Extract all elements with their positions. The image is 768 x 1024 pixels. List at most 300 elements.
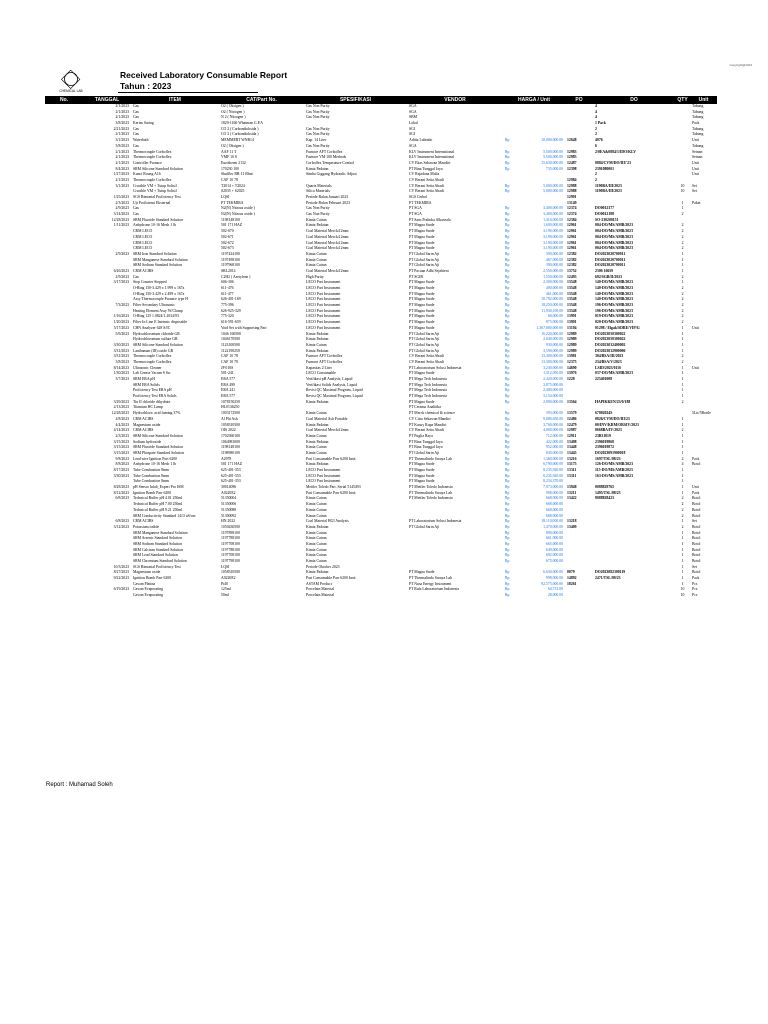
cell-spesifikasi: Kimia Padatan <box>306 422 329 427</box>
cell-cat-part-no: 611-477 <box>221 291 234 296</box>
cell-qty: 1 <box>681 416 684 421</box>
header-vendor: VENDOR <box>407 96 503 104</box>
cell-currency: Rp <box>505 223 510 228</box>
cell-item: Thermocouple Corboflex <box>133 155 172 160</box>
cell-tanggal: 2/1/2023 <box>115 160 129 165</box>
cell-tanggal: 3/31/2023 <box>113 354 129 359</box>
cell-cat-part-no: 1702360100 <box>221 433 240 438</box>
cell-item: Proficiency Test ERA pH <box>133 388 172 393</box>
cell-item: SRM Calcium Standard Solution <box>133 547 184 552</box>
cell-harga: 3,154,000.00 <box>543 394 564 399</box>
cell-vendor: CV Berani Seiia Abadi <box>409 359 444 364</box>
cell-po: 13194 <box>567 325 577 330</box>
cell-cat-part-no: 611-476 <box>221 286 234 290</box>
cell-vendor: PT Bina Tunggal Jaya <box>409 166 443 171</box>
cell-tanggal: 9/8/2023 <box>115 456 129 461</box>
cell-do: 2471/TSL/09/23 <box>595 576 621 581</box>
cell-tanggal: 3/31/2023 <box>113 348 129 353</box>
cell-currency: Rp <box>505 473 510 478</box>
cell-currency: Rp <box>505 189 510 194</box>
cell-item: Gas <box>133 104 139 108</box>
cell-po: 13981 <box>567 354 577 359</box>
cell-do: 115-DO/MS/AMB/2023 <box>595 468 633 472</box>
cell-qty: 1 <box>681 348 684 353</box>
cell-spesifikasi: Furnace AFT Corboflex <box>306 149 343 154</box>
cell-currency: Rp <box>505 411 510 416</box>
cell-harga: 28,000.00 <box>547 593 564 598</box>
cell-cat-part-no: 1198148100 <box>221 217 240 222</box>
cell-cat-part-no: 1197898100 <box>221 530 240 535</box>
cell-currency: Rp <box>505 524 510 529</box>
cell-harga: 1,367,000,000.00 <box>536 325 564 330</box>
cell-qty: 1 <box>681 268 684 273</box>
cell-item: Tin II chloride dihydrate <box>133 399 171 404</box>
cell-po: 12374 <box>567 212 577 217</box>
cell-harga: 6,790,000.00 <box>543 462 564 467</box>
cell-do: 140-DO/MS/AMB/2023 <box>595 280 633 285</box>
cell-cat-part-no: LQSI <box>221 564 230 569</box>
cell-vendor: PT Global Sarin Aji <box>409 251 440 256</box>
cell-spesifikasi: Kimia Padatan <box>306 223 329 228</box>
cell-qty: 1 <box>681 479 684 484</box>
cell-qty: 1 <box>681 536 684 541</box>
cell-item: Controller Furnace <box>133 160 162 165</box>
cell-spesifikasi: LECO Part Instrument <box>306 320 341 325</box>
cell-tanggal: 3/17/2023 <box>113 280 129 285</box>
cell-item: Kunci Roung A16 <box>133 172 161 177</box>
cell-currency: Rp <box>505 399 510 404</box>
cell-spesifikasi: Gas Non Purity <box>306 212 330 217</box>
cell-tanggal: 8/27/2023 <box>113 570 129 575</box>
cell-cat-part-no: 616-591-659 <box>221 320 241 325</box>
cell-do: DO2023020700011 <box>595 263 626 268</box>
cell-qty: 1 <box>681 468 684 472</box>
cell-qty: 1 <box>681 490 684 495</box>
cell-qty: 2 <box>681 502 684 507</box>
cell-spesifikasi: Kimia Cairan <box>306 536 327 541</box>
cell-unit: Pcs <box>692 593 698 598</box>
cell-vendor: PT Merck chemical & science <box>409 411 455 416</box>
cell-po: 13448 <box>567 445 577 450</box>
cell-po: 0079 <box>567 570 575 575</box>
cell-item: Uji Profisiensi Eksternal <box>133 200 171 205</box>
cell-item: Hydrochloronium sulfate GR <box>133 337 178 342</box>
cell-harga: 64,713.00 <box>547 587 564 592</box>
cell-currency: Rp <box>505 342 510 347</box>
cell-cat-part-no: SRL2014 <box>221 268 236 273</box>
cell-unit: Set <box>692 189 697 194</box>
cell-item: Technical Buffer pH 4.01 250ml <box>133 496 183 501</box>
cell-qty: 1 <box>681 251 684 256</box>
cell-item: Filter Secondary Ultrasonic <box>133 303 175 308</box>
cell-cat-part-no: O2 ( Oksigen ) <box>221 104 244 108</box>
cell-po: 13175 <box>567 462 577 467</box>
cell-vendor: PT Global Sarin Aji <box>409 348 440 353</box>
cell-item: SRM Silicone Standard Solution <box>133 342 183 347</box>
cell-currency: Rp <box>505 371 510 376</box>
cell-harga: 668,000.00 <box>545 502 564 507</box>
cell-spesifikasi: Kimia Cairan <box>306 547 327 552</box>
cell-do: 004-DO/MS/AMB/2023 <box>595 240 633 245</box>
cell-tanggal: 3/29/2023 <box>113 399 129 404</box>
cell-cat-part-no: 1197424100 <box>221 251 240 256</box>
cell-do: 4 <box>595 104 597 108</box>
header-do: DO <box>593 96 675 104</box>
cell-spesifikasi: Kimia Cairan <box>306 263 327 268</box>
cell-harga: 10,792,000.00 <box>541 297 564 302</box>
cell-tanggal: 8/8/2023 <box>115 462 129 467</box>
cell-po: 12961 <box>567 240 577 245</box>
cell-item: Anhydrone 10-16 Mesh 1 lb <box>133 462 177 467</box>
cell-vendor <box>407 593 503 599</box>
cell-do: 4 <box>595 115 597 120</box>
cell-do: DO0012377 <box>595 206 615 211</box>
cell-currency: Rp <box>505 160 510 165</box>
cell-cat-part-no: 1198148100 <box>221 445 240 450</box>
consumable-table <box>45 96 717 599</box>
cell-harga: 1,550,000.00 <box>543 274 564 279</box>
cell-qty: 1 <box>681 206 684 211</box>
cell-do: 1190BA/III/2023 <box>595 189 622 194</box>
cell-currency: Rp <box>505 234 510 239</box>
cell-spesifikasi: Corboflex Temperature Control <box>306 160 354 165</box>
cell-item: Ignition Bomb Parr 6200 <box>133 576 172 581</box>
cell-spesifikasi: Coal Material HGI Analysis <box>306 519 349 524</box>
cell-po: 12382 <box>567 263 577 268</box>
cell-spesifikasi: Kimia Padatan <box>306 348 329 353</box>
cell-spesifikasi: Furnace AFT Corboflex <box>306 354 343 359</box>
cell-vendor: PT Magna Sarde <box>409 462 435 467</box>
cell-spesifikasi: Coal Material Merck4 2mm <box>306 240 349 245</box>
cell-vendor: PT SGA <box>409 212 422 217</box>
cell-po: 13218 <box>567 519 577 524</box>
cell-tanggal: 2/1/2023 <box>115 109 129 114</box>
cell-po: 12961 <box>567 229 577 234</box>
cell-spesifikasi: Coal Material Merck4 2mm <box>306 428 349 433</box>
cell-cat-part-no: 1197788100 <box>221 547 240 552</box>
cell-po: 12398 <box>567 166 577 171</box>
cell-po: 13445 <box>567 450 577 455</box>
cell-qty: 2 <box>681 297 684 302</box>
cell-do: 2 <box>595 177 597 182</box>
cell-currency: Rp <box>505 206 510 211</box>
cell-cat-part-no: 1123100500 <box>221 342 240 347</box>
cell-cat-part-no: 1064981000 <box>221 439 240 444</box>
cell-qty: 1 <box>681 342 684 347</box>
cell-item: Gas <box>133 212 139 217</box>
cell-spesifikasi: Mettler Toledo Part, Serial 5145493 <box>306 485 361 490</box>
cell-po: 12961 <box>567 223 577 228</box>
cell-do: 23B31019 <box>595 433 611 438</box>
cell-spesifikasi: Kimia Cairan <box>306 507 327 512</box>
cell-harga: 712,000.00 <box>545 433 564 438</box>
cell-spesifikasi: Periode Oktober 2023 <box>306 564 340 569</box>
cell-cat-part-no: CO 2 ( Carbondioksida ) <box>221 132 259 137</box>
cell-cat-part-no: 125ml <box>221 587 231 592</box>
cell-harga: 13,300,000.00 <box>541 359 564 364</box>
cell-cat-part-no: AAF 11 T <box>221 149 237 154</box>
cell-unit: Botol <box>692 507 701 512</box>
cell-currency: Rp <box>505 166 510 171</box>
cell-vendor: SGA <box>409 104 417 108</box>
cell-cat-part-no: CAF 10 78 <box>221 354 238 359</box>
cell-item: Tube Combustion 8mm <box>133 473 169 478</box>
cell-vendor: PT Magna Sarde <box>409 280 435 285</box>
cell-cat-part-no: 1046 160500 <box>221 331 241 336</box>
cell-item: Filter In Line E Intrinsic disposable <box>133 320 188 325</box>
cell-item: Thermocouple Corboflex <box>133 354 172 359</box>
cell-vendor: PT Magna Sarde <box>409 399 435 404</box>
cell-do: 163-DO/MS/AMB/2023 <box>595 473 633 478</box>
cell-cat-part-no: JP 010S <box>221 365 234 370</box>
cell-harga: 18,110,000.00 <box>541 519 564 524</box>
cell-qty: 2 <box>681 303 684 308</box>
cell-item: SRM Lead Standard Solution <box>133 553 178 558</box>
cell-harga: 9,080,650.00 <box>543 416 564 421</box>
cell-cat-part-no: Pt40 <box>221 581 228 586</box>
cell-qty: 2 <box>681 229 684 234</box>
cell-po: 12989 <box>567 342 577 347</box>
cell-vendor: SGI <box>409 126 416 131</box>
cell-harga: 1,690,000.00 <box>543 223 564 228</box>
cell-item: Tube Combustion 8mm <box>133 468 169 472</box>
cell-item: Kertas Saring <box>133 121 154 126</box>
cell-item: O-Ring 150-3.429 x 1.999 x 167a <box>133 286 185 290</box>
cell-vendor: PT Mega Tech Indonesia <box>409 388 447 393</box>
cell-vendor: PT Global Sarin Aji <box>409 337 440 342</box>
cell-item: SRM Manganese Standard Solution <box>133 257 188 262</box>
cell-tanggal: 1/25/2023 <box>113 195 129 199</box>
cell-currency: Rp <box>505 314 510 319</box>
cell-do: 140-DO/MS/AMB/2023 <box>595 297 633 302</box>
cell-currency: Rp <box>505 337 510 342</box>
cell-po: 12911 <box>567 433 577 438</box>
table-header-row <box>45 96 717 104</box>
cell-tanggal: 2/9/2023 <box>115 251 129 256</box>
cell-do: 4 <box>595 109 597 114</box>
cell-harga: 675,000.00 <box>545 559 564 563</box>
cell-po: 12374 <box>567 206 577 211</box>
cell-cat-part-no: 1820-1166 Whatman G.P.A <box>221 121 263 126</box>
cell-do: DO2023050300022 <box>595 331 626 336</box>
cell-qty: 2 <box>681 456 684 461</box>
cell-cat-part-no: ERA 499 <box>221 382 236 387</box>
cell-vendor: CV Berani Seiia Abadi <box>409 189 444 194</box>
cell-currency: Rp <box>505 286 510 290</box>
cell-item: Ignition Bomb Parr 6200 <box>133 490 172 495</box>
cell-qty: 1 <box>681 559 684 563</box>
cell-unit: Tabung <box>692 115 704 120</box>
cell-cat-part-no: CAF 10 78 <box>221 359 238 364</box>
cell-cat-part-no: 1197798100 <box>221 559 240 563</box>
cell-item: SRM Arsenic Standard Solution <box>133 536 182 541</box>
cell-qty: 10 <box>680 183 685 188</box>
cell-currency: Rp <box>505 388 510 393</box>
cell-tanggal: 12/28/2023 <box>111 411 129 416</box>
cell-cat-part-no: 30014096 <box>221 485 237 490</box>
cell-spesifikasi: Kimia Padatan <box>306 331 329 336</box>
cell-spesifikasi: Periode Bulan Januari 2023 <box>306 195 349 199</box>
cell-currency: Rp <box>505 217 510 222</box>
cell-unit: Unit <box>692 160 699 165</box>
cell-item: Anhydrone 10-16 Mesh 1 lb <box>133 223 177 228</box>
cell-do: 020-DO/MS/AMB/2023 <box>595 320 633 325</box>
cell-spesifikasi: Part Consumable Parr 6200 Insit <box>306 490 356 495</box>
cell-item: Stop Counter Stopped <box>133 280 167 285</box>
cell-tanggal: 3/15/2023 <box>113 445 129 450</box>
cell-harga: 2,400,000.00 <box>543 388 564 393</box>
cell-currency: Rp <box>505 263 510 268</box>
cell-cat-part-no: HN 2022 <box>221 519 236 524</box>
cell-do: 2306 16659 <box>595 268 614 273</box>
cell-tanggal: 2/9/2023 <box>115 274 129 279</box>
cell-cat-part-no: A0220E2 <box>221 490 236 495</box>
cell-unit: Botol <box>692 536 701 541</box>
cell-vendor: CV Berani Seiia Abadi <box>409 177 444 182</box>
cell-do: 0826/CVM/DO/III/23 <box>595 416 630 421</box>
cell-qty: 2 <box>681 246 684 251</box>
cell-qty: 1 <box>681 365 684 370</box>
cell-vendor: PT Magna Sarde <box>409 246 435 251</box>
cell-unit: Tabung <box>692 109 704 114</box>
cell-qty: 1 <box>681 576 684 581</box>
cell-po: 12987 <box>567 428 577 433</box>
cell-spesifikasi: Coal Material Ash Portable <box>306 416 348 421</box>
cell-qty: 2 <box>681 212 684 217</box>
cell-do: 2391080001 <box>595 166 614 171</box>
cell-po: 13548 <box>567 308 577 313</box>
cell-harga: 3,400,000.00 <box>543 212 564 217</box>
cell-po: 13422 <box>567 496 577 501</box>
company-logo <box>58 70 84 96</box>
cell-do: 0884/CVM/DO/III/'23 <box>595 160 631 165</box>
cell-po: 12961 <box>567 246 577 251</box>
cell-harga: 92,575,000.00 <box>541 581 564 586</box>
cell-do: 004-DO/MS/AMB/2023 <box>595 223 633 228</box>
cell-spesifikasi: Coal Material Merck4 2mm <box>306 268 349 273</box>
cell-item: Technical Buffer pH 9.21 250ml <box>133 507 183 512</box>
cell-spesifikasi: Kimia Padatan <box>306 399 329 404</box>
cell-harga: 2,420,000.00 <box>543 377 564 381</box>
cell-tanggal: 9/22/2023 <box>113 576 129 581</box>
cell-spesifikasi: LECO Part Instrument <box>306 286 341 290</box>
cell-tanggal: 12/28/2023 <box>111 217 129 222</box>
cell-item: CRM ACIRS <box>133 268 154 273</box>
cell-currency: Rp <box>505 593 510 598</box>
cell-cat-part-no: C2H2 ( Asetylene ) <box>221 274 251 279</box>
cell-tanggal: 2/8/2023 <box>115 416 129 421</box>
cell-vendor: SGA <box>409 109 417 114</box>
cell-tanggal: 1/27/2023 <box>113 172 129 177</box>
cell-qty: 2 <box>681 399 684 404</box>
cell-spesifikasi: Verifikasi pH Analysis, Liquid <box>306 377 353 381</box>
cell-qty: 2 <box>681 240 684 245</box>
cell-tanggal: 2/21/2023 <box>113 126 129 131</box>
cell-do: 6 <box>595 143 597 148</box>
cell-unit: Botol <box>692 513 701 518</box>
cell-cat-part-no: Shuffler BB-11 Bhnt <box>221 172 253 177</box>
cell-currency: Rp <box>505 490 510 495</box>
cell-unit: Pack <box>692 456 700 461</box>
cell-unit: Unit <box>692 325 699 330</box>
cell-cat-part-no: 501-241 <box>221 371 234 376</box>
cell-harga: 998,000.00 <box>545 576 564 581</box>
cell-vendor: PT SGIB <box>409 274 423 279</box>
cell-vendor: PT Magna Sarde <box>409 291 435 296</box>
cell-spesifikasi: Revisi QC Maximal Program, Liquid <box>306 394 363 399</box>
cell-unit: Tabung <box>692 143 704 148</box>
cell-harga: 467,000.00 <box>545 257 564 262</box>
cell-item: Hydrochloronium chloride GR <box>133 331 180 336</box>
cell-qty: 1 <box>681 263 684 268</box>
header-spesifikasi: SPESIFIKASI <box>304 96 407 104</box>
report-title: Received Laboratory Consumable Report <box>120 70 288 80</box>
cell-cat-part-no: O2 ( Nitrogen ) <box>221 109 245 114</box>
cell-cat-part-no: 50ml <box>221 593 229 598</box>
cell-harga: 3,190,000.00 <box>543 246 564 251</box>
cell-po: 13548 <box>567 291 577 296</box>
cell-item: CRM ACIRS <box>133 519 154 524</box>
cell-tanggal: 3/15/2023 <box>113 439 129 444</box>
cell-item: CRM LECO <box>133 234 153 239</box>
cell-qty: 2 <box>681 274 684 279</box>
header-unit: Unit <box>690 96 717 104</box>
cell-po: 13564 <box>567 399 577 404</box>
cell-unit: Tabung <box>692 132 704 137</box>
cell-unit: Pack <box>692 490 700 495</box>
cell-qty: 10 <box>680 593 685 598</box>
cell-spesifikasi: LECO Part Instrument <box>306 280 341 285</box>
cell-do: 2 <box>595 132 597 137</box>
cell-unit: Botol <box>692 541 701 546</box>
cell-currency: Rp <box>505 485 510 490</box>
cell-currency: Rp <box>505 155 510 160</box>
cell-currency: Rp <box>505 541 510 546</box>
cell-qty: 1 <box>681 541 684 546</box>
cell-do: 004-DO/MS/AMB/2023 <box>595 229 633 234</box>
cell-cat-part-no: N2(N) Nitrous oxide ) <box>221 206 255 211</box>
cell-do: 019-DO/MS/AMB/2023 <box>595 314 633 319</box>
cell-spesifikasi: Kimia Padatan <box>306 439 329 444</box>
cell-item: SRM Fluoride Standard Solution <box>133 445 184 450</box>
cell-item: SGS Bimonial Proficiency Test <box>133 564 181 569</box>
cell-vendor: CV Berani Seiia Abadi <box>409 354 444 359</box>
cell-vendor: PT Thermalindo Saraya Lab <box>409 456 452 461</box>
cell-qty: 1 <box>681 439 684 444</box>
cell-harga: 3,875,000.00 <box>543 382 564 387</box>
cell-qty: 1 <box>681 280 684 285</box>
cell-vendor: PT Magna Sarde <box>409 325 435 330</box>
cell-spesifikasi: Kimia Padatan <box>306 524 329 529</box>
cell-item: Crucible VM + Tutup Solisil <box>133 183 177 188</box>
cell-spesifikasi: Coal Material Merck4 2mm <box>306 229 349 234</box>
cell-po: 12983 <box>567 155 577 160</box>
cell-spesifikasi: Part Consumable Parr 6200 Insit <box>306 456 356 461</box>
cell-tanggal: 3/1/2023 <box>115 183 129 188</box>
cell-unit: 5Ltr/5Bottle <box>692 411 711 416</box>
cell-currency: Rp <box>505 416 510 421</box>
cell-do: 2 <box>595 172 597 177</box>
cell-cat-part-no: LQSI <box>221 195 230 199</box>
cell-harga: 10,000,000.00 <box>541 138 564 143</box>
cell-qty: 1 <box>681 519 684 524</box>
cell-spesifikasi: LECO Part Instrument <box>306 479 341 484</box>
cell-currency: Rp <box>505 359 510 364</box>
cell-currency: Rp <box>505 308 510 313</box>
cell-harga: 393,000.00 <box>545 411 564 416</box>
cell-vendor: PT Magna Sarde <box>409 570 435 575</box>
cell-do: DO2023020700011 <box>595 251 626 256</box>
